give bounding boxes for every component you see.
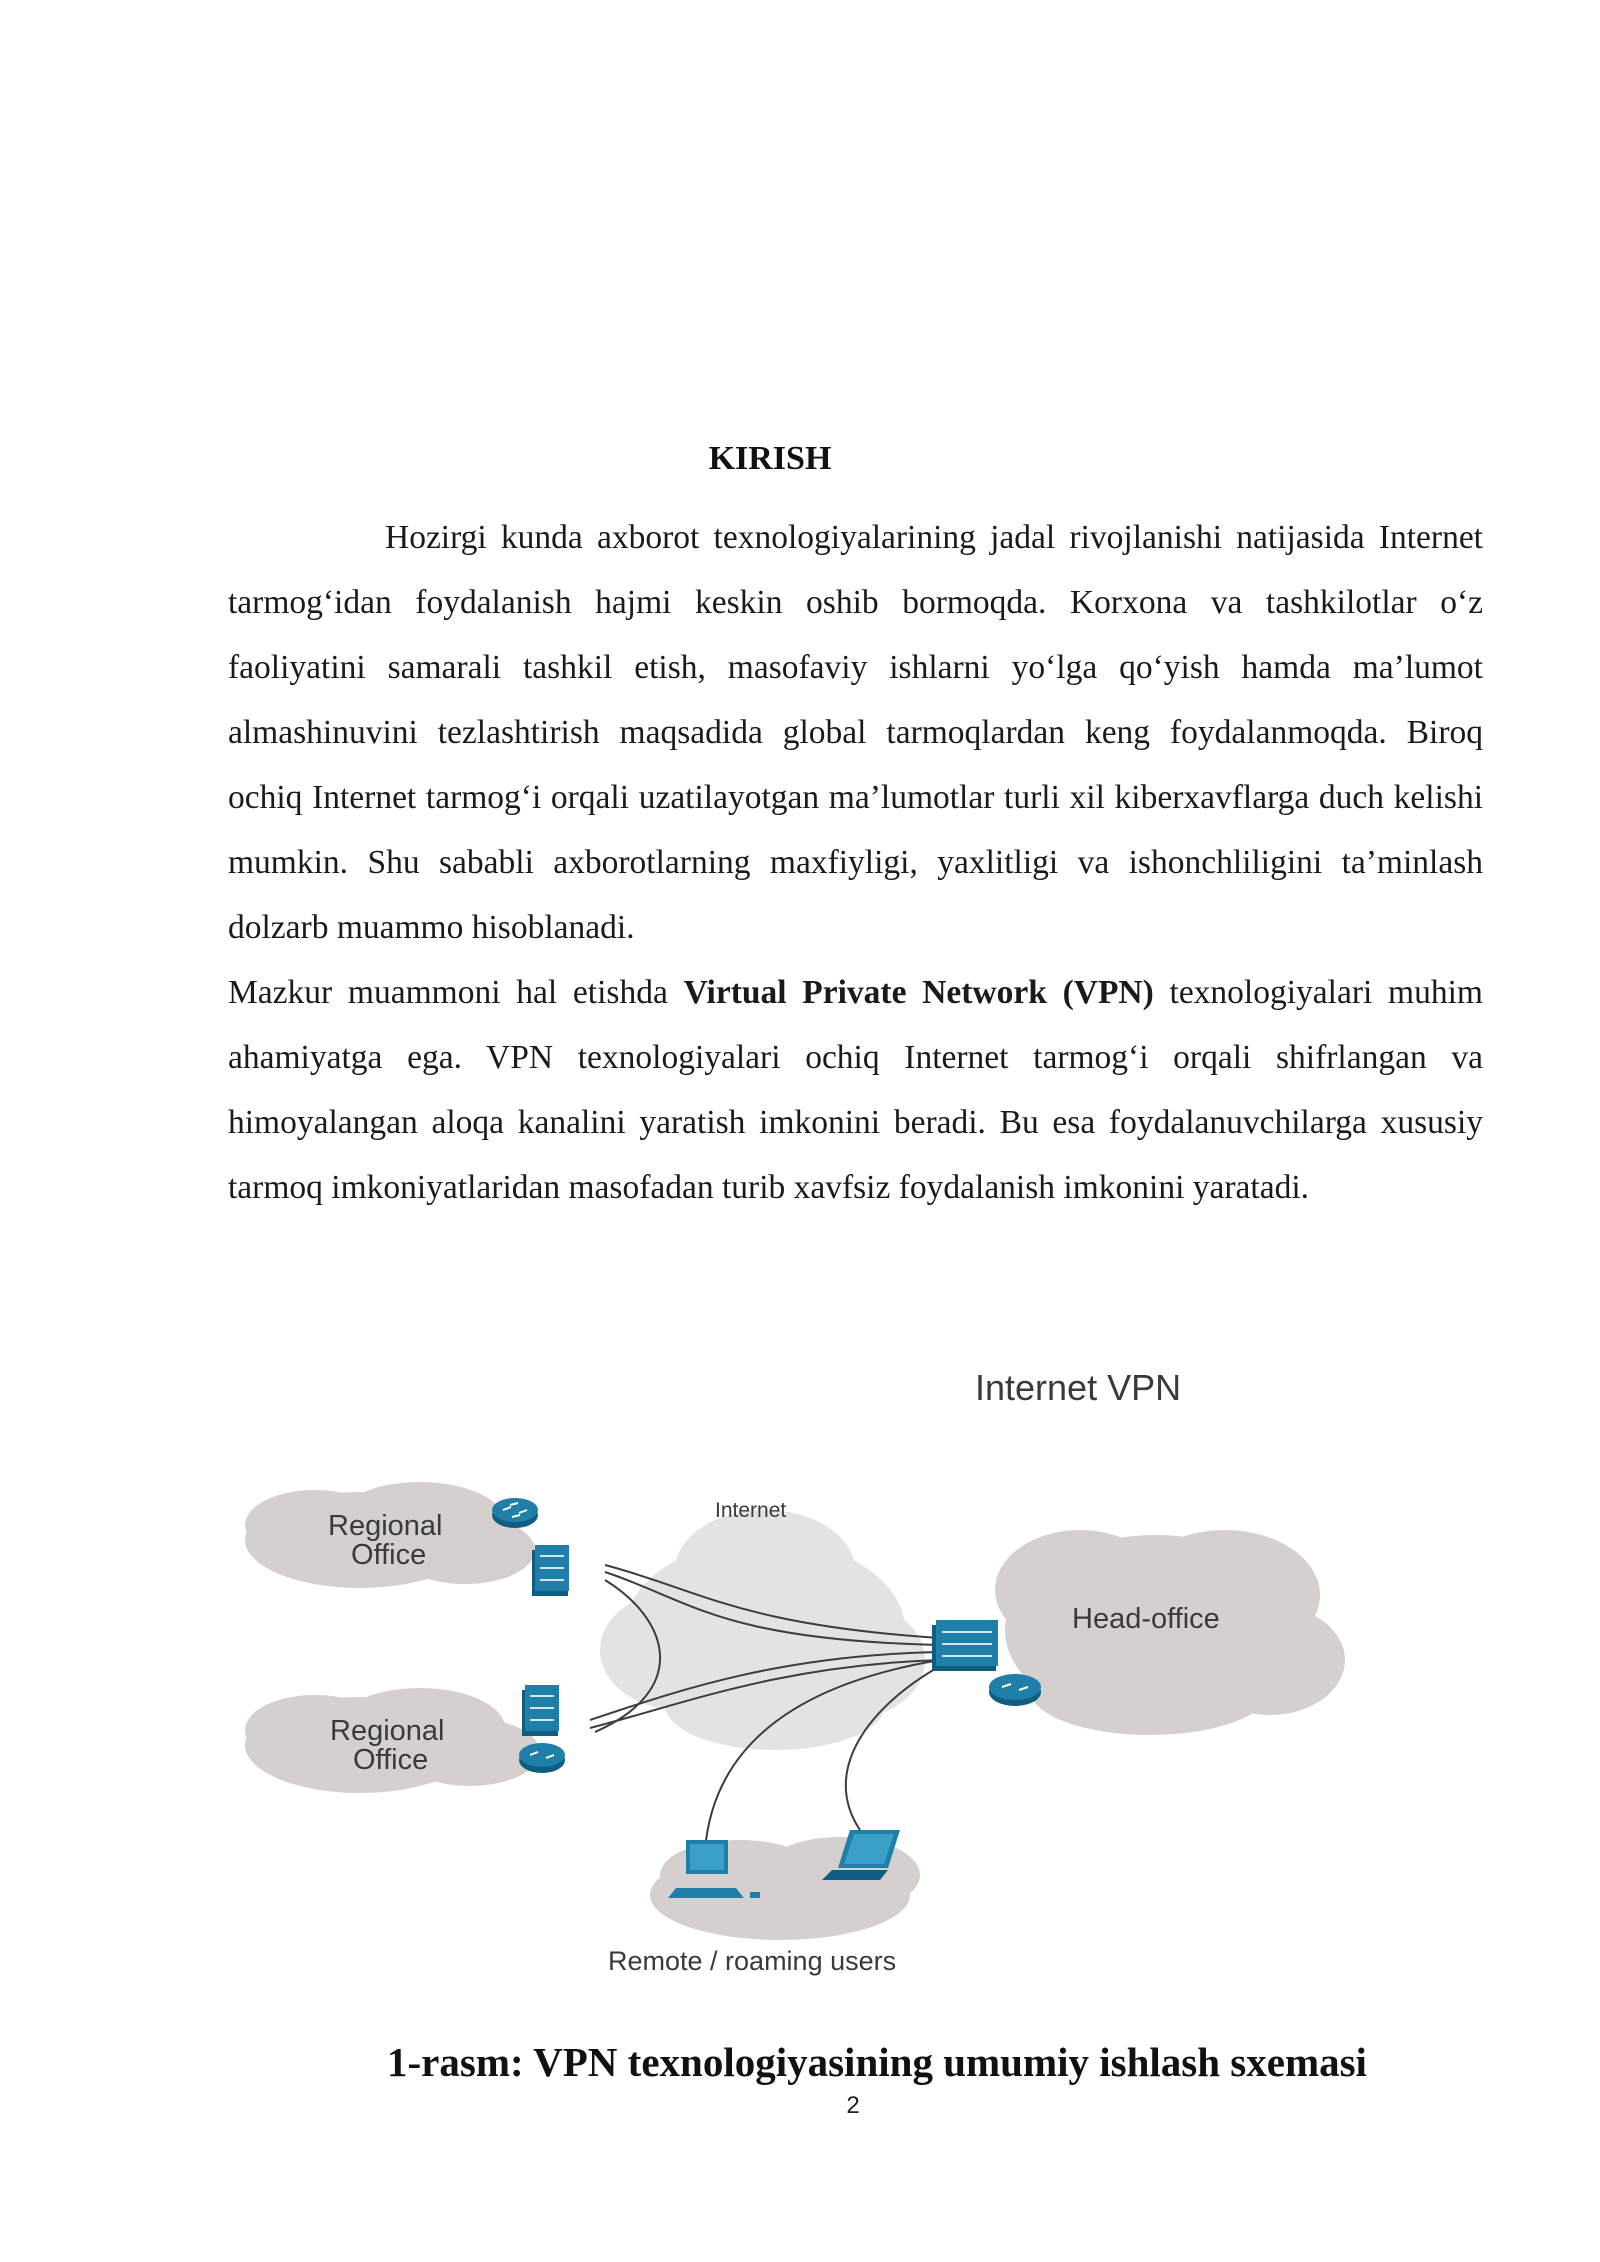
page-number: 2 [846, 2092, 860, 2119]
paragraph-vpn-end: texnologiyalari muhim ahamiyatga ega. VPN texnologiyalari ochiq Internet tarmog‘i orqali shifrlangan va himoyalangan aloqa kanalini yaratish imkonini beradi. Bu esa foydalanuvchilarga xususiy tarmoq imkoniyatlaridan masofadan turib xavfsiz foydalanish imkonini yaratadi. [228, 974, 1483, 1206]
router-icon [519, 1743, 565, 1773]
firewall-icon [532, 1545, 569, 1596]
body-text [228, 505, 1483, 1220]
firewall-icon [522, 1685, 559, 1736]
paragraph-intro: Hozirgi kunda axborot texnologiyalarining jadal rivojlanishi natijasida Internet tarmog‘idan foydalanish hajmi keskin oshib bormoqda. Korxona va tashkilotlar o‘z faoliyatini samarali tashkil etish, masofaviy ishlarni yo‘lga qo‘yish hamda ma’lumot almashinuvini tezlashtirish maqsadida global tarmoqlardan keng foydalanmoqda. Biroq ochiq Internet tarmog‘i orqali uzatilayotgan ma’lumotlar turli xil kiberxavflarga duch kelishi mumkin. Shu sababli axborotlarning maxfiyligi, yaxlitligi va ishonchliligini ta’minlash dolzarb muammo hisoblanadi. [228, 519, 1483, 946]
paragraph-vpn-start: Mazkur muammoni hal etishda [228, 974, 684, 1011]
firewall-icon [932, 1620, 998, 1671]
head-office-label: Head-office [1072, 1603, 1220, 1635]
figure-caption: 1-rasm: VPN texnologiyasining umumiy ishlash sxemasi [387, 2039, 1367, 2085]
regional-office-bottom-label-1: Regional [330, 1715, 445, 1747]
diagram-title: Internet VPN [975, 1367, 1182, 1408]
paragraph-vpn [228, 960, 1483, 1220]
vpn-term: Virtual Private Network (VPN) [683, 974, 1154, 1011]
internet-cloud [600, 1510, 925, 1750]
regional-office-top-label-1: Regional [328, 1510, 443, 1542]
remote-users-label: Remote / roaming users [608, 1946, 897, 1976]
router-icon [492, 1498, 538, 1528]
internet-label: Internet [715, 1499, 787, 1522]
regional-office-bottom-label-2: Office [353, 1744, 429, 1776]
vpn-diagram-svg [220, 1360, 1380, 2000]
vpn-diagram [220, 1360, 1380, 2000]
section-heading: KIRISH [708, 440, 832, 477]
router-icon [989, 1674, 1041, 1706]
regional-office-top-label-2: Office [351, 1539, 427, 1571]
